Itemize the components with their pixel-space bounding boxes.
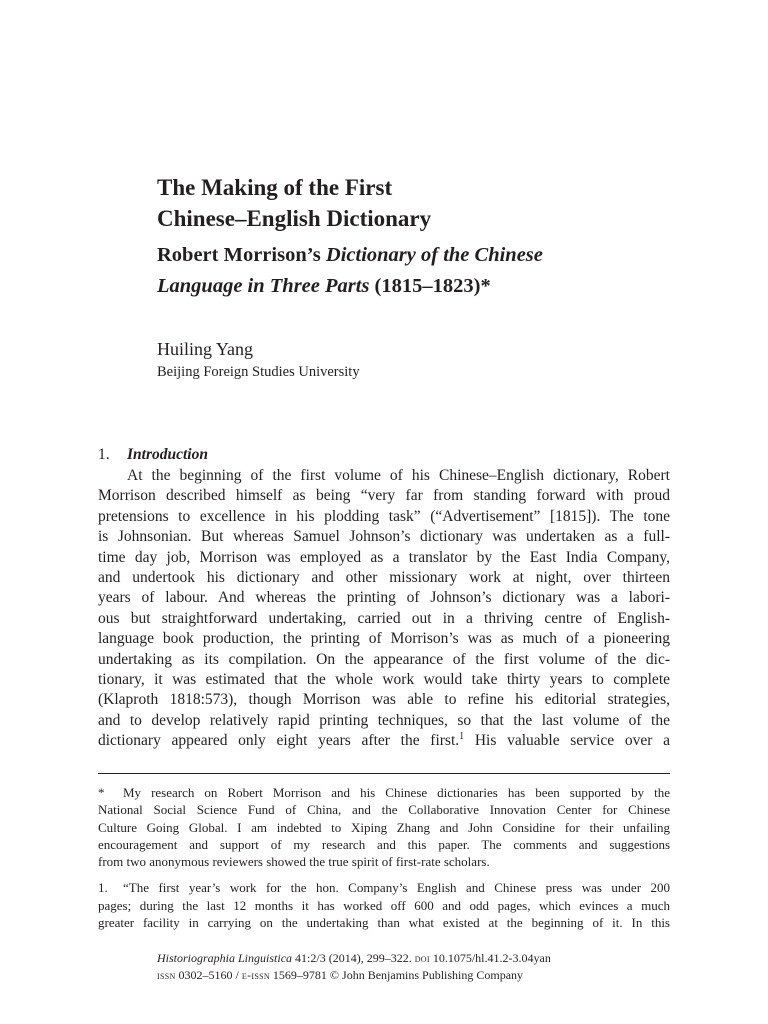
eissn-label: e-issn [241, 967, 270, 982]
author-affiliation: Beijing Foreign Studies University [157, 364, 360, 380]
doi-label: doi [414, 951, 430, 965]
subtitle-line-1-italic: Dictionary of the Chinese [325, 244, 543, 266]
issn-label: issn [157, 967, 176, 982]
subtitle-line-1-plain: Robert Morrison’s [157, 244, 326, 266]
body-line: time day job, Morrison was employed as a translator by the East India Company, [98, 548, 670, 566]
journal-citation [157, 950, 551, 983]
body-last-text: dictionary appeared only eight years after the first. [98, 732, 460, 750]
subtitle-line-2-plain: (1815–1823)* [369, 275, 491, 297]
body-line-last [98, 731, 670, 751]
footnotes [98, 784, 670, 931]
footnote-star-line: from two anonymous reviewers showed the true spirit of first-rate scholars. [98, 854, 490, 870]
body-line: and undertook his dictionary and other missionary work at night, over thirteen [98, 569, 670, 587]
title-line-1: The Making of the First [157, 175, 393, 200]
footnote-1-mark: 1. [98, 880, 108, 896]
volume-pages: 41:2/3 (2014), 299–322. [292, 951, 415, 965]
body-line: is Johnsonian. But whereas Samuel Johnson’s dictionary was undertaken as a full- [98, 528, 670, 546]
citation-line-2 [157, 967, 551, 984]
footnote-divider [98, 773, 670, 774]
footnote-gap [98, 870, 670, 879]
section-body [98, 466, 670, 752]
body-line: language book production, the printing of Morrison’s was as much of a pioneering [98, 630, 670, 648]
article-title [157, 172, 677, 234]
body-line: years of labour. And whereas the printing of Johnson’s dictionary was a labori- [98, 589, 670, 607]
article-subtitle [157, 240, 677, 302]
footnote-1-line: pages; during the last 12 months it has worked off 600 and odd pages, which evinces a much [98, 897, 670, 913]
section-heading [98, 445, 208, 465]
issn-value: 0302–5160 / [175, 967, 242, 982]
body-line: ous but straightforward undertaking, carried out in a thriving centre of English- [98, 609, 670, 627]
subtitle-line-2-italic: Language in Three Parts [157, 275, 370, 297]
body-line: Morrison described himself as being “very far from standing forward with proud [98, 487, 670, 505]
subtitle-line-1 [157, 240, 677, 271]
eissn-value: 1569–9781 © John Benjamins Publishing Company [269, 967, 524, 982]
author-name: Huiling Yang [157, 339, 254, 359]
citation-line-1 [157, 950, 551, 967]
footnote-star-line: encouragement and support of my research and this paper. The comments and suggestions [98, 836, 670, 852]
body-last-text-after: His valuable service over a [464, 732, 670, 750]
footnote-ref-1[interactable]: 1 [459, 731, 465, 743]
footnote-star-text: My research on Robert Morrison and his Chinese dictionaries has been supported by the [123, 785, 670, 800]
footnote-1-text: “The first year’s work for the hon. Company’s English and Chinese press was under 200 [123, 880, 670, 896]
journal-name: Historiographia Linguistica [157, 951, 293, 965]
footnote-star-line [98, 784, 670, 801]
body-line: At the beginning of the first volume of his Chinese–English dictionary, Robert [127, 467, 670, 484]
body-line: tionary, it was estimated that the whole work would take thirty years to complete [98, 671, 670, 689]
body-line: undertaking as its compilation. On the appearance of the first volume of the dic- [98, 650, 670, 668]
footnote-star-line: National Social Science Fund of China, and the Collaborative Innovation Center for Chinese [98, 802, 670, 818]
body-line: pretensions to excellence in his plodding task” (“Advertisement” [1815]). The tone [98, 507, 670, 525]
doi-value[interactable]: 10.1075/hl.41.2-3.04yan [429, 951, 551, 965]
subtitle-line-2 [157, 271, 677, 302]
section-name: Introduction [127, 446, 208, 463]
footnote-star-mark: * [98, 785, 105, 800]
body-line: and to develop relatively rapid printing techniques, so that the last volume of the [98, 711, 670, 729]
footnote-1-line: greater facility in carrying on the undertaking than what existed at the beginning of it. In this [98, 915, 670, 931]
footnote-star-line: Culture Going Global. I am indebted to Xiping Zhang and John Considine for their unfailing [98, 819, 670, 835]
section-number: 1. [98, 446, 110, 463]
body-line: (Klaproth 1818:573), though Morrison was able to refine his editorial strategies, [98, 691, 670, 709]
title-line-2: Chinese–English Dictionary [157, 206, 432, 231]
footnote-1-line [98, 879, 670, 896]
